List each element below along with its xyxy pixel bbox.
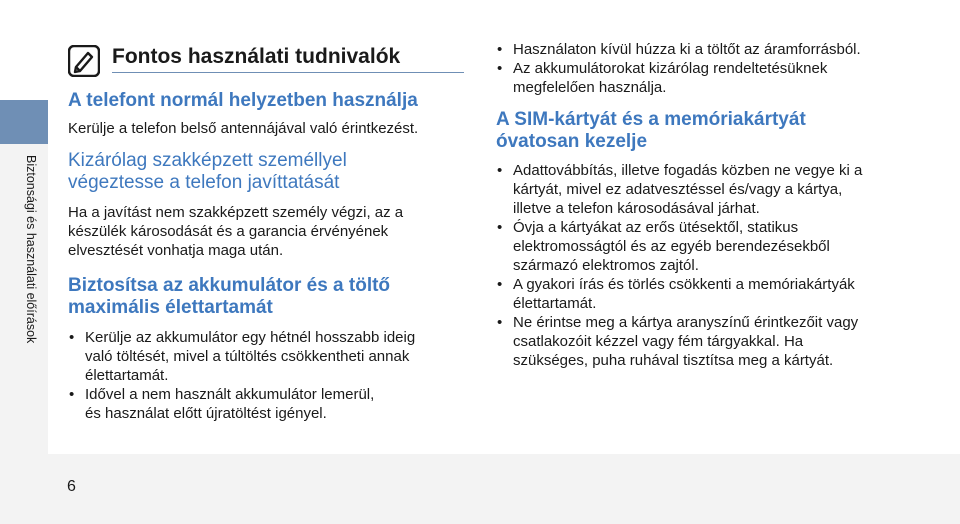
list-item: • Idővel a nem használt akkumulátor lemerül, és használat előtt újratöltést igényel. [68, 385, 468, 423]
footer-band [48, 454, 960, 524]
bullet-list [496, 161, 896, 370]
section-heading: Kizárólag szakképzett személlyel végeztesse a telefon javíttatását [68, 150, 347, 193]
list-item: • Óvja a kártyákat az erős ütésektől, statikus elektromosságtól és az egyéb berendezésekből származó elektromos zajtól. [496, 218, 896, 275]
bullet-list [68, 328, 468, 423]
section-side-label: Biztonsági és használati előírások [24, 155, 38, 344]
section-heading: A telefont normál helyzetben használja [68, 90, 418, 111]
list-item: • Kerülje az akkumulátor egy hétnél hosszabb ideig való töltését, mivel a túltöltés csökkentheti annak élettartamát. [68, 328, 468, 385]
left-column [68, 90, 468, 423]
list-item: • Az akkumulátorokat kizárólag rendeltetésüknek megfelelően használja. [496, 59, 896, 97]
note-icon [68, 45, 100, 77]
page-number: 6 [67, 478, 76, 495]
section-text: Ha a javítást nem szakképzett személy végzi, az a készülék károsodását és a garancia érvényének elvesztését vonhatja maga után. [68, 204, 404, 259]
page-title: Fontos használati tudnivalók [112, 45, 401, 68]
section-heading: Biztosítsa az akkumulátor és a töltő maximális élettartamát [68, 275, 391, 318]
section-heading: A SIM-kártyát és a memóriakártyát óvatosan kezelje [496, 109, 806, 152]
list-item: • Ne érintse meg a kártya aranyszínű érintkezőit vagy csatlakozóit kézzel vagy fém tárgyakkal. Ha szükséges, puha ruhával tisztítsa meg a kártyát. [496, 313, 896, 370]
right-column [496, 40, 896, 370]
bullet-list [496, 40, 896, 97]
list-item: • Adattovábbítás, illetve fogadás közben ne vegye ki a kártyát, mivel ez adatvesztéssel és/vagy a kártya, illetve a telefon károsodásával járhat. [496, 161, 896, 218]
section-text: Kerülje a telefon belső antennájával való érintkezést. [68, 120, 419, 137]
page-header [68, 42, 464, 76]
header-rule [112, 72, 464, 73]
list-item: • Használaton kívül húzza ki a töltőt az áramforrásból. [496, 40, 896, 59]
side-tab-marker [0, 100, 48, 144]
list-item: • A gyakori írás és törlés csökkenti a memóriakártyák élettartamát. [496, 275, 896, 313]
